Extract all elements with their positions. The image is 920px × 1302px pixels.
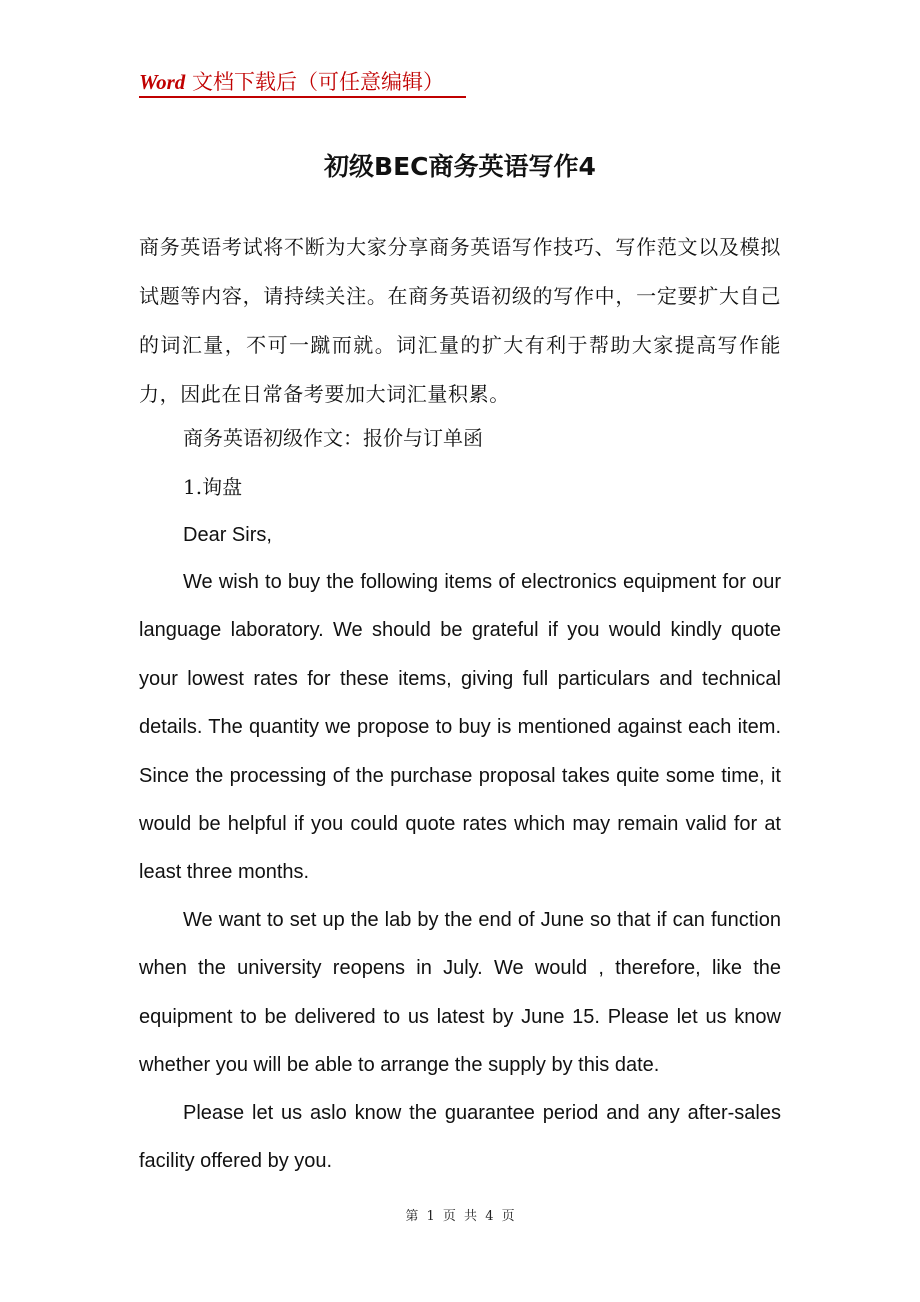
item-label: 1.询盘: [183, 475, 243, 499]
download-watermark: [139, 68, 466, 98]
letter-paragraph-3: Please let us aslo know the guarantee period and any after-sales facility offered by you.: [139, 1102, 781, 1173]
section-heading: 商务英语初级作文：报价与订单函: [183, 426, 483, 450]
intro-paragraph: 商务英语考试将不断为大家分享商务英语写作技巧、写作范文以及模拟试题等内容，请持续关注。在商务英语初级的写作中，一定要扩大自己的词汇量，不可一蹴而就。词汇量的扩大有利于帮助大家提高写作能力，因此在日常备考要加大词汇量积累。: [139, 235, 781, 406]
salutation: Dear Sirs,: [183, 524, 272, 546]
watermark-word: Word: [139, 70, 186, 94]
letter-paragraph-1: We wish to buy the following items of electronics equipment for our language laboratory. We should be grateful if you would kindly quote your lowest rates for these items, giving full particulars and technical details. The quantity we propose to buy is mentioned against each item. Since the processing of the purchase proposal takes quite some time, it would be helpful if you could quote rates which may remain valid for at least three months.: [139, 571, 781, 884]
page-footer: 第 1 页 共 4 页: [405, 1209, 515, 1224]
letter-paragraph-2: We want to set up the lab by the end of June so that if can function when the university reopens in July. We would , therefore, like the equipment to be delivered to us latest by June 15. Please let us know whether you will be able to arrange the supply by this date.: [139, 909, 781, 1077]
watermark-text: 文档下载后（可任意编辑）: [185, 70, 444, 94]
document-title: 初级BEC商务英语写作4: [324, 152, 596, 181]
